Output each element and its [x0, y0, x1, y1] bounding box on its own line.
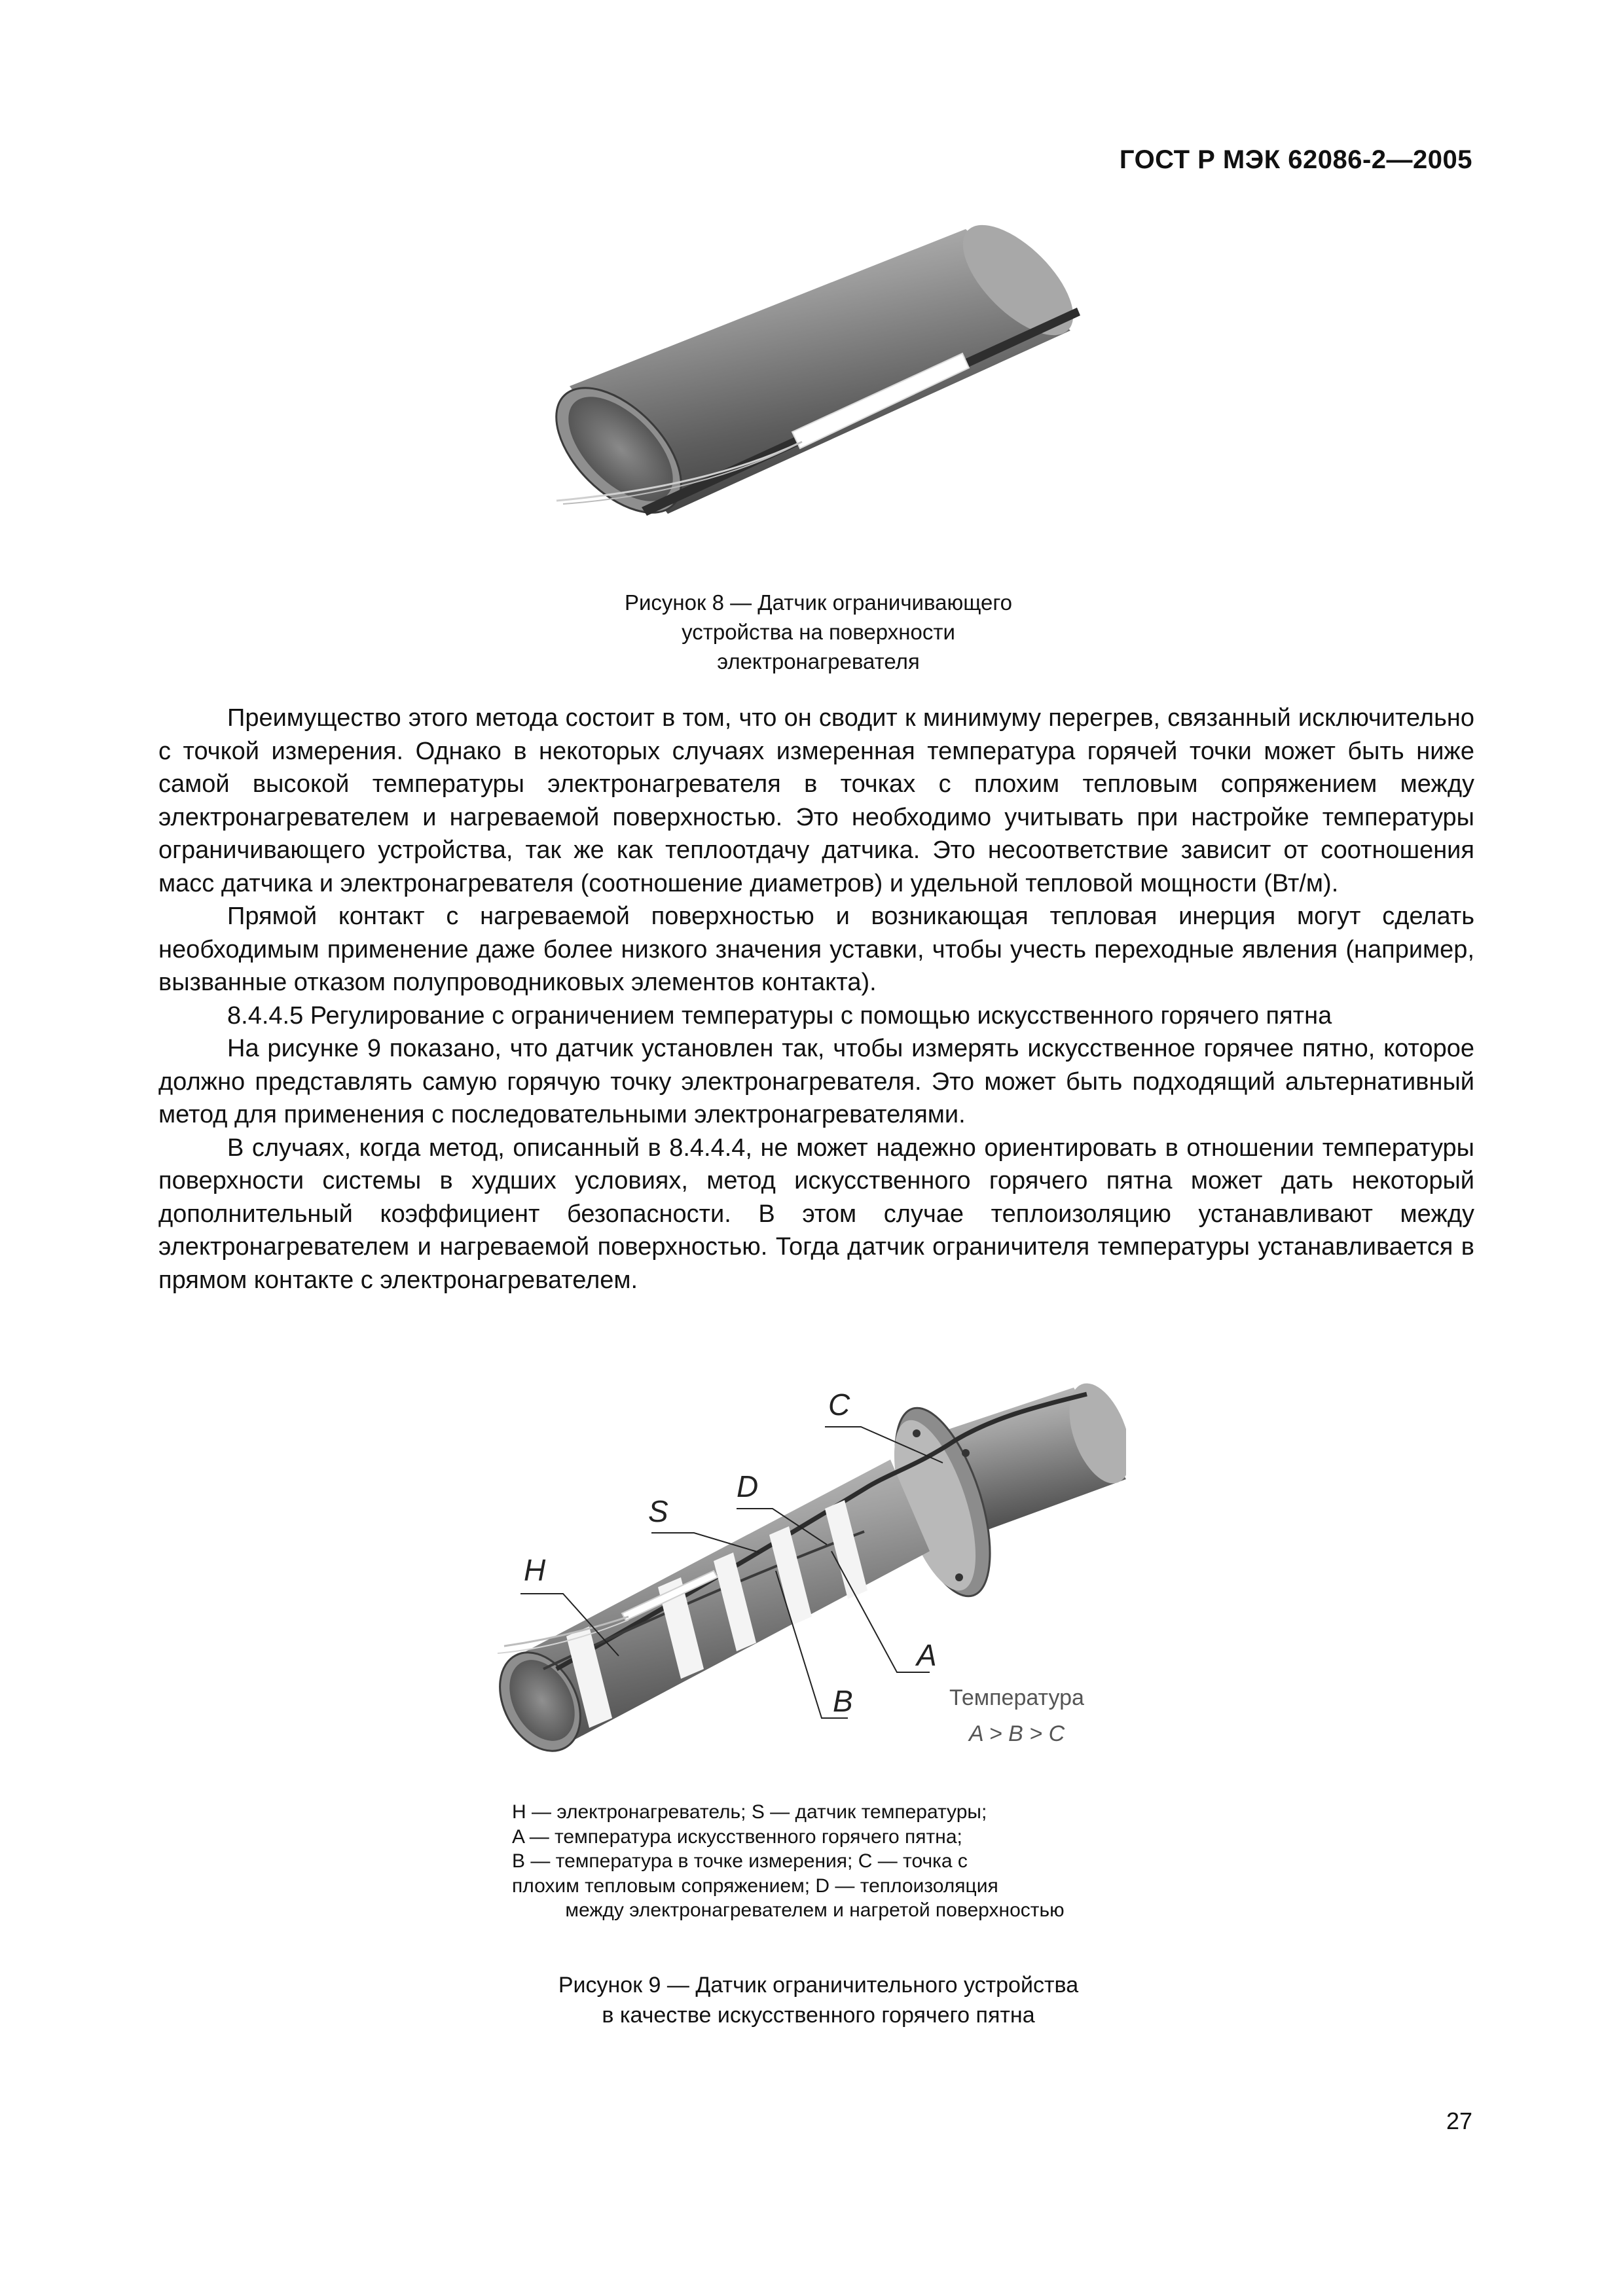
paragraph: Преимущество этого метода состоит в том, что он сводит к минимуму перегрев, связанный исключительно с точкой измерения. Однако в некоторых случаях измеренная температура горячей точки может быть ниже самой высокой температуры электронагревателя в точках с плохим тепловым сопряжением между электронагревателем и нагреваемой поверхностью. Это необходимо учитывать при настройке температуры ограничивающего устройства, так же как теплоотдачу датчика. Это несоответствие зависит от соотношения масс датчика и электронагревателя (соотношение диаметров) и удельной тепловой мощности (Вт/м).	[158, 704, 1474, 897]
paragraph: Прямой контакт с нагреваемой поверхностью и возникающая тепловая инерция могут сделать необходимым применение даже более низкого значения уставки, чтобы учесть переходные явления (например, вызванные отказом полупроводниковых элементов контакта).	[158, 903, 1474, 996]
label-h: H	[524, 1553, 546, 1587]
body-text	[158, 702, 1474, 1297]
temperature-order: A > B > C	[969, 1721, 1065, 1746]
page-number: 27	[1446, 2108, 1472, 2134]
figure-8-caption	[458, 588, 1178, 676]
label-s: S	[648, 1494, 668, 1528]
figure-8-caption-line: электронагревателя	[717, 649, 920, 673]
label-c: C	[828, 1388, 850, 1422]
paragraph: На рисунке 9 показано, что датчик установлен так, чтобы измерять искусственное горячее пятно, которое должно представлять самую горячую точку электронагревателя. Это может быть подходящий альтернативный метод для применения с последовательными электронагревателями.	[158, 1035, 1474, 1128]
paragraph: В случаях, когда метод, описанный в 8.4.4.4, не может надежно ориентировать в отношении температуры поверхности системы в худших условиях, метод искусственного горячего пятна может дать некоторый дополнительный коэффициент безопасности. В этом случае теплоизоляцию устанавливают между электронагревателем и нагреваемой поверхностью. Тогда датчик ограничителя температуры устанавливается в прямом контакте с электронагревателем.	[158, 1134, 1474, 1294]
legend-line: A — температура искусственного горячего пятна;	[512, 1825, 962, 1848]
legend-line: B — температура в точке измерения; C — точка с	[512, 1850, 968, 1872]
figure-9-caption-line: в качестве искусственного горячего пятна	[602, 2003, 1035, 2028]
standard-header: ГОСТ Р МЭК 62086-2—2005	[1119, 145, 1472, 174]
legend-line: плохим тепловым сопряжением; D — теплоизоляция	[512, 1874, 998, 1897]
figure-9-pipe-illustration	[498, 1361, 1126, 1767]
legend-line: между электронагревателем и нагретой поверхностью	[565, 1899, 1065, 1921]
figure-8-pipe-illustration	[543, 216, 1106, 583]
figure-8-caption-line: Рисунок 8 — Датчик ограничивающего	[624, 590, 1013, 615]
label-a: A	[917, 1638, 937, 1672]
figure-8-caption-line: устройства на поверхности	[682, 620, 955, 644]
label-b: B	[833, 1684, 853, 1718]
figure-9-caption	[458, 1970, 1178, 2030]
temperature-title: Температура	[949, 1685, 1084, 1710]
label-d: D	[737, 1469, 759, 1503]
section-heading-8-4-4-5: 8.4.4.5 Регулирование с ограничением температуры с помощью искусственного горячего пятна	[227, 1001, 1332, 1030]
figure-9-legend	[512, 1800, 1118, 1923]
legend-line: H — электронагреватель; S — датчик температуры;	[512, 1801, 987, 1823]
figure-9-caption-line: Рисунок 9 — Датчик ограничительного устройства	[558, 1973, 1079, 1998]
